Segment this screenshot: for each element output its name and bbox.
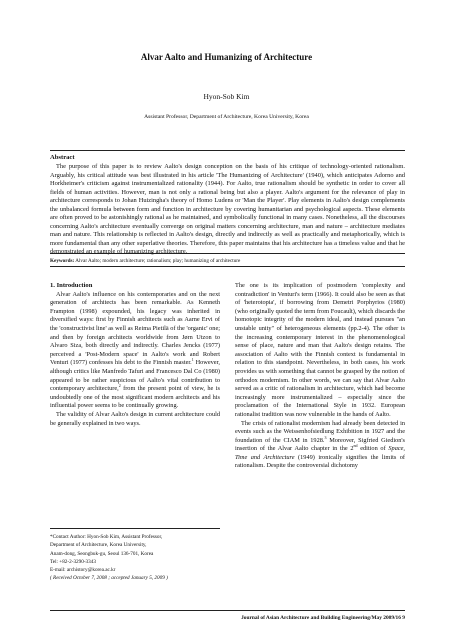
- section-heading: 1. Introduction: [50, 282, 93, 289]
- journal-footer: Journal of Asian Architecture and Building Engineering/May 2009/16 9: [241, 615, 405, 621]
- footnote-line: Tel: +82-2-3290-3343: [50, 558, 96, 565]
- paragraph-left-2: The validity of Alvar Aalto's design in current architecture could be generally explained in two ways.: [50, 410, 220, 427]
- author-affiliation: Assistant Professor, Department of Architecture, Korea University, Korea: [144, 114, 309, 120]
- footnote-line: Anam-dong, Seongbuk-gu, Seoul 136-701, Korea: [50, 550, 154, 557]
- paragraph-right-2: The crisis of rationalist modernism had already been detected in events such as the Weissenhofsiedlung Exhibition in 1927 and the foundation of the CIAM in 1928.$^3$ Moreover, Sigfried Giedion's insertion of the Alvar Aalto chapter in the 2nd edition of Space, Time and Architecture (1949) ironically signifies the limits of rationalism. Despite the controversial dichotomy: [235, 419, 405, 470]
- abstract-heading: Abstract: [50, 154, 75, 161]
- right-column: [235, 282, 405, 471]
- footnote-line: *Contact Author: Hyon-Sob Kim, Assistant Professor,: [50, 534, 163, 540]
- abstract-text: The purpose of this paper is to review Aalto's design conception on the basis of his critique of technology-oriented rationalism. Arguably, his critical attitude was best illustrated in his article 'The Humanizing of Architecture' (1940), which anticipates Adorno and Horkheimer's criticism against instrumentalized rationality (1944). For Aalto, true rationalism should be synthetic in order to cover all fields of human activities. However, man is not only a rational being but also a player. Aalto's argument for the relevance of play in architecture corresponds to Johan Huizingha's theory of Homo Ludens or 'Man the Player'. Play elements in Aalto's design complements the unbalanced formula between form and function in architecture by covering humanitarian and psychological aspects. These elements are often proved to be astonishingly rational as he maintained, and symbolically functional in many cases. Nonetheless, all the discourses concerning Aalto's architecture eventually converge on original matters concerning architecture, man and nature – architecture mediates man and nature. This relationship is reflected in Aalto's design, directly and indirectly as well as practically and metaphorically, which is more fundamental than any other superlative theories. Therefore, this paper maintains that his architecture has a timeless value and that he demonstrated an example of humanizing architecture.: [50, 163, 405, 256]
- keywords-text: Alvar Aalto; modern architecture; rationalism; play; humanizing of architecture: [75, 258, 241, 264]
- footnote-divider: [50, 528, 220, 529]
- received-date: ( Received October 7, 2008 ; accepted January 5, 2009 ): [50, 575, 168, 582]
- divider-abstract: [50, 253, 405, 254]
- keywords-label: Keywords:: [50, 258, 75, 264]
- footnote-line: Department of Architecture, Korea University,: [50, 542, 147, 549]
- author-name: Hyon-Sob Kim: [203, 92, 250, 101]
- footnote-line: E-mail: archistory@korea.ac.kr: [50, 567, 116, 574]
- footer-divider: [50, 610, 405, 611]
- paragraph-right-1: The one is its implication of postmodern 'complexity and contradiction' in Venturi's term (1966). It could also be seen as that of 'heterotopia', if borrowing from Demetri Porphyrios (1980) (who originally quoted the term from Foucault), which discards the homotopic integrity of the modern ideal, and instead pursues "an unstable unity" of heterogeneous elements (pp.2-4). The other is the increasing contemporary interest in the phenomenological sense of place, nature and man that Aalto's design retains. The association of Aalto with the Finnish context is fundamental in relation to this standpoint. Nevertheless, in both cases, his work provides us with something that cannot be grasped by the notion of orthodox modernism. In other words, we can say that Alvar Aalto served as a critic of rationalism in architecture, which had become increasingly more instrumentalized – especially since the proclamation of the International Style in 1932. European rationalist tradition was now vulnerable in the hands of Aalto.: [235, 282, 405, 418]
- footnote-contact: [50, 533, 220, 583]
- divider-top: [50, 150, 405, 151]
- keywords-line: [50, 258, 405, 264]
- left-column: [50, 282, 220, 428]
- paragraph-left-1: Alvar Aalto's influence on his contemporaries and on the next generation of architects has been remarkable. As Kenneth Frampton (1998) expounded, his legacy was inherited in diversified ways: first by Finnish architects such as Aarne Ervi of the 'constructivist line' as well as Reima Pietilä of the 'organic' one; and then by foreign architects worldwide from Jørn Utzon to Alvaro Siza, both directly and indirectly. Charles Jencks (1977) perceived a 'Post-Modern space' in Aalto's work and Robert Venturi (1977) confesses his debt to the Finnish master.$^1$ However, although critics like Manfredo Tafuri and Francesco Dal Co (1980) appeared to be rather suspicious of Aalto's vital contribution to contemporary architecture,$^2$ from the present point of view, he is undoubtedly one of the most significant modern architects and his influential power seems to be continually growing.: [50, 290, 220, 410]
- divider-keywords: [50, 266, 405, 267]
- paper-title: Alvar Aalto and Humanizing of Architecture: [140, 52, 313, 62]
